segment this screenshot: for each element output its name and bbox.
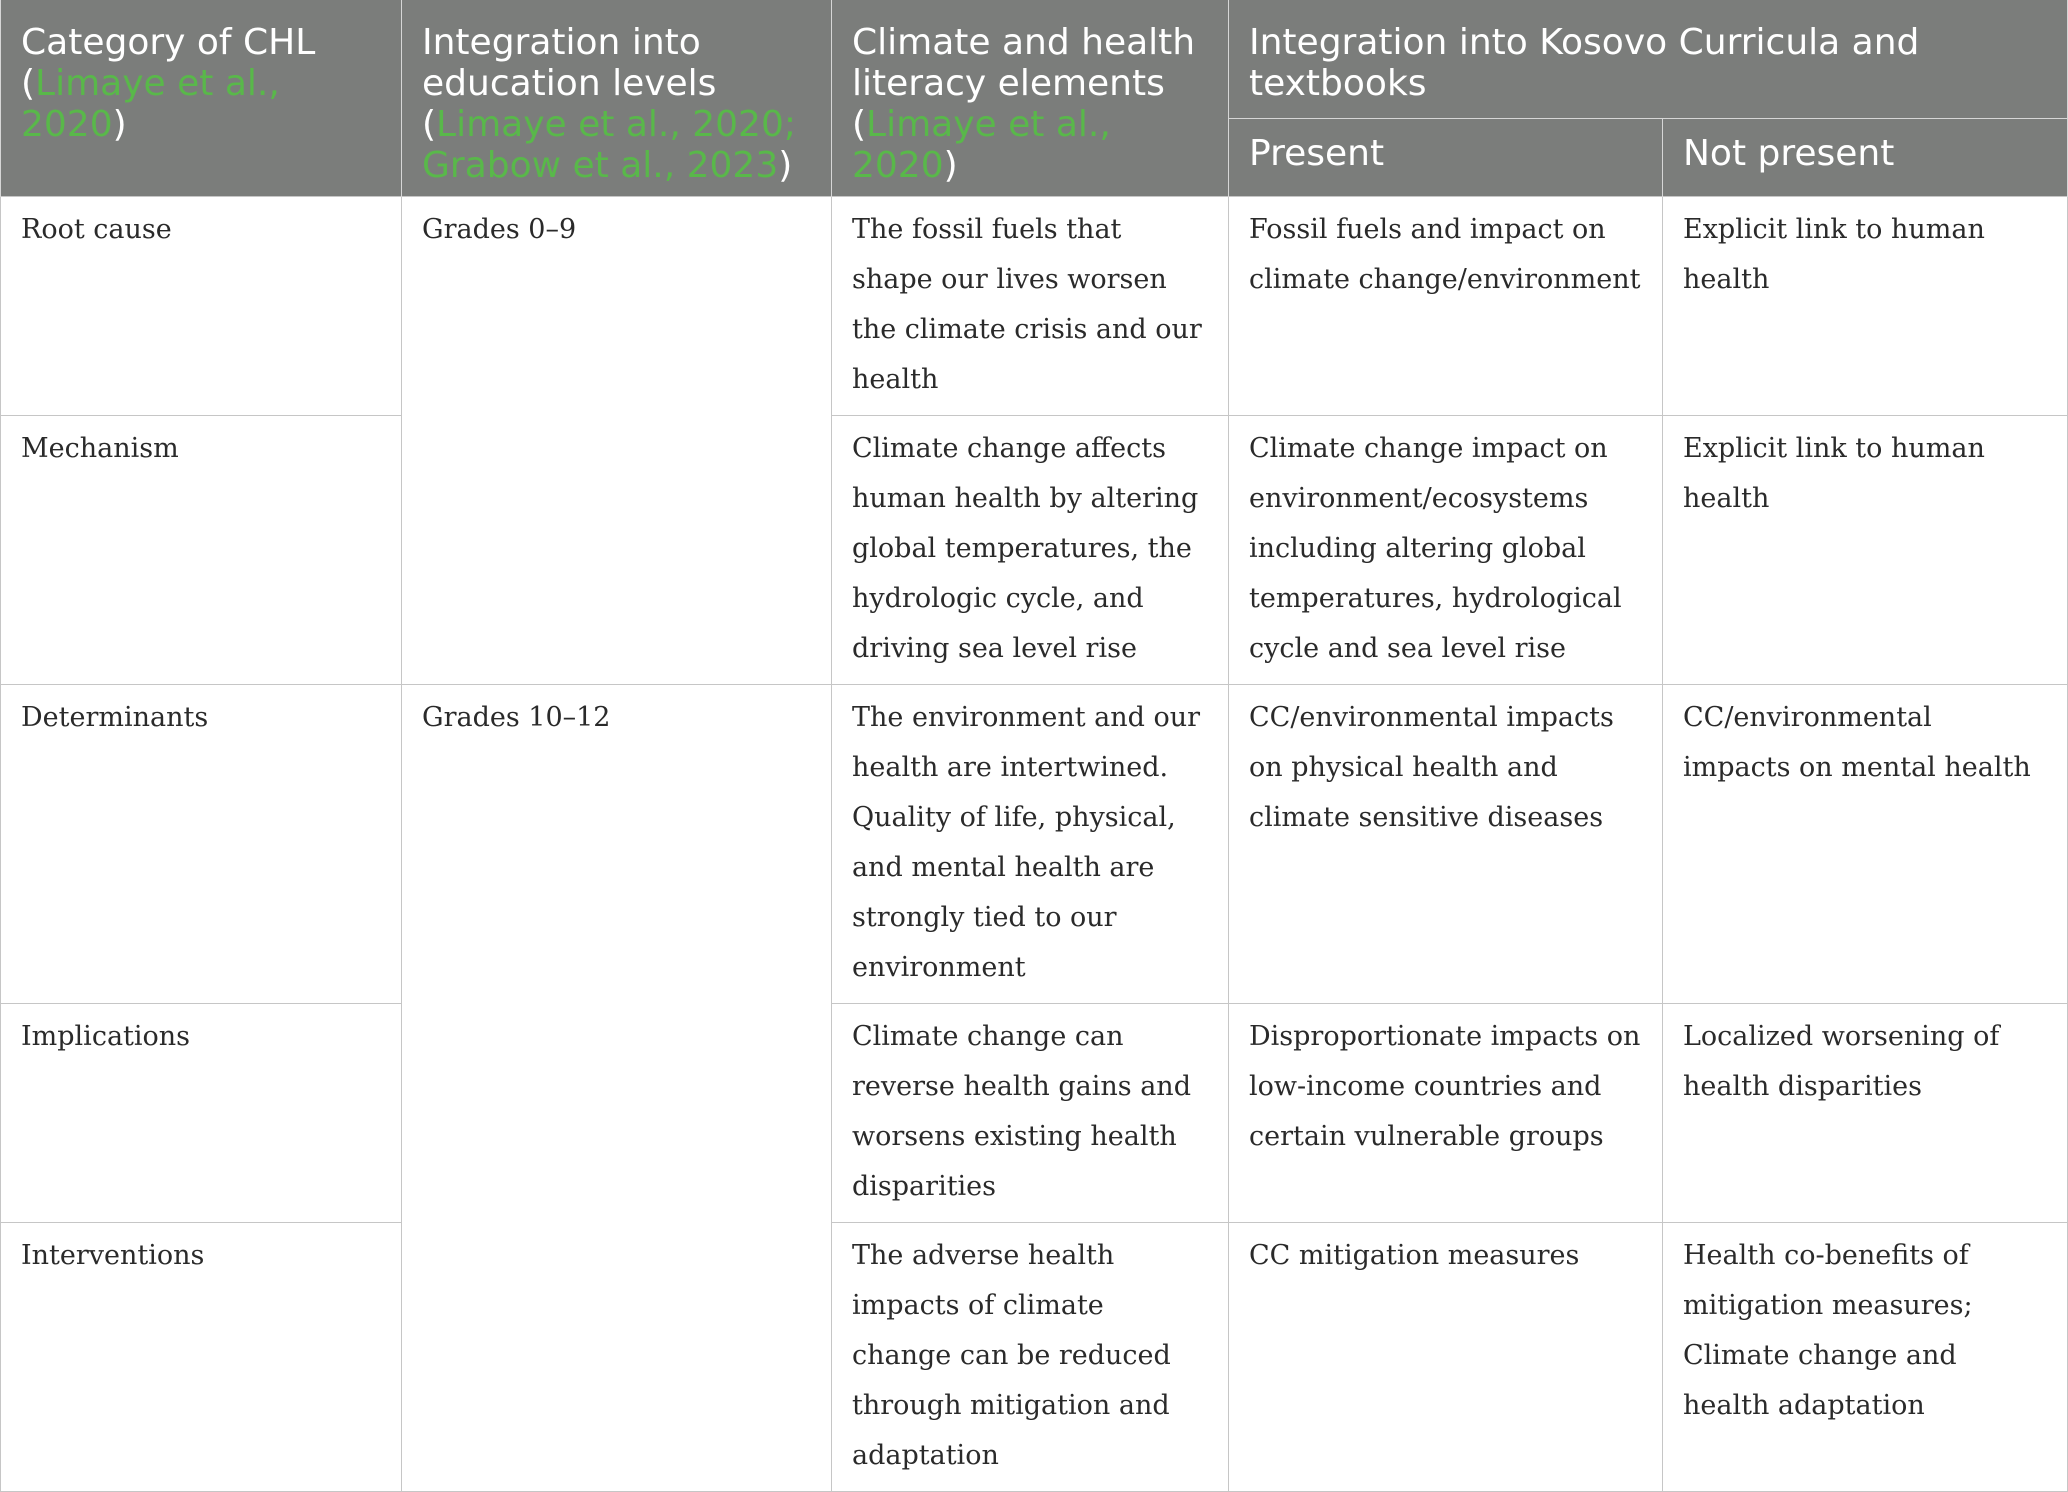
table-row: [1, 1004, 2068, 1223]
header-category-cite-open: (: [21, 63, 36, 104]
citation-link[interactable]: Limaye et al., 2020: [852, 104, 1111, 186]
header-education: [402, 0, 832, 197]
header-integration: [1229, 0, 2068, 119]
table-row: [1, 416, 2068, 685]
header-category-label: Category of CHL: [21, 22, 316, 63]
category-cell: Root cause: [1, 197, 402, 416]
education-cell: Grades 10–12: [402, 685, 832, 1492]
category-cell: Implications: [1, 1004, 402, 1223]
not-present-cell: Localized worsening of health disparities: [1663, 1004, 2068, 1223]
not-present-line: Health co-benefits of mitigation measures;: [1683, 1240, 1973, 1321]
header-row: [1, 0, 2068, 119]
citation-link[interactable]: Limaye et al., 2020: [21, 63, 280, 145]
table-row: [1, 1223, 2068, 1492]
not-present-cell: Explicit link to human health: [1663, 416, 2068, 685]
present-cell: Climate change impact on environment/ecosystems including altering global temperatures, hydrological cycle and sea level rise: [1229, 416, 1663, 685]
not-present-cell: Explicit link to human health: [1663, 197, 2068, 416]
header-elements-label: Climate and health literacy elements: [852, 22, 1196, 104]
category-cell: Interventions: [1, 1223, 402, 1492]
header-present: Present: [1229, 119, 1663, 197]
not-present-line: Climate change and health adaptation: [1683, 1340, 1957, 1421]
header-education-cite-open: (: [422, 104, 437, 145]
header-education-cite-close: ): [778, 145, 793, 186]
header-not-present: Not present: [1663, 119, 2068, 197]
category-cell: Determinants: [1, 685, 402, 1004]
element-cell: Climate change affects human health by altering global temperatures, the hydrologic cycle, and driving sea level rise: [832, 416, 1229, 685]
table-body: [1, 197, 2068, 1492]
present-cell: Disproportionate impacts on low-income countries and certain vulnerable groups: [1229, 1004, 1663, 1223]
not-present-cell: CC/environmental impacts on mental health: [1663, 685, 2068, 1004]
header-elements-cite-open: (: [852, 104, 867, 145]
header-elements: [832, 0, 1229, 197]
header-education-label: Integration into education levels: [422, 22, 717, 104]
category-cell: Mechanism: [1, 416, 402, 685]
present-cell: CC/environmental impacts on physical health and climate sensitive diseases: [1229, 685, 1663, 1004]
present-cell: CC mitigation measures: [1229, 1223, 1663, 1492]
element-cell: The fossil fuels that shape our lives worsen the climate crisis and our health: [832, 197, 1229, 416]
element-cell: Climate change can reverse health gains and worsens existing health disparities: [832, 1004, 1229, 1223]
header-integration-label: Integration into Kosovo Curricula and textbooks: [1249, 22, 1920, 104]
header-elements-cite-close: ): [943, 145, 958, 186]
table-header: [1, 0, 2068, 197]
table-row: [1, 685, 2068, 1004]
not-present-cell: [1663, 1223, 2068, 1492]
header-category: [1, 0, 402, 197]
citation-link[interactable]: Limaye et al., 2020; Grabow et al., 2023: [422, 104, 796, 186]
table-row: [1, 197, 2068, 416]
education-cell: Grades 0–9: [402, 197, 832, 685]
element-cell: The adverse health impacts of climate change can be reduced through mitigation and adaptation: [832, 1223, 1229, 1492]
element-cell: The environment and our health are intertwined. Quality of life, physical, and mental health are strongly tied to our environment: [832, 685, 1229, 1004]
header-category-cite-close: ): [112, 104, 127, 145]
present-cell: Fossil fuels and impact on climate change/environment: [1229, 197, 1663, 416]
